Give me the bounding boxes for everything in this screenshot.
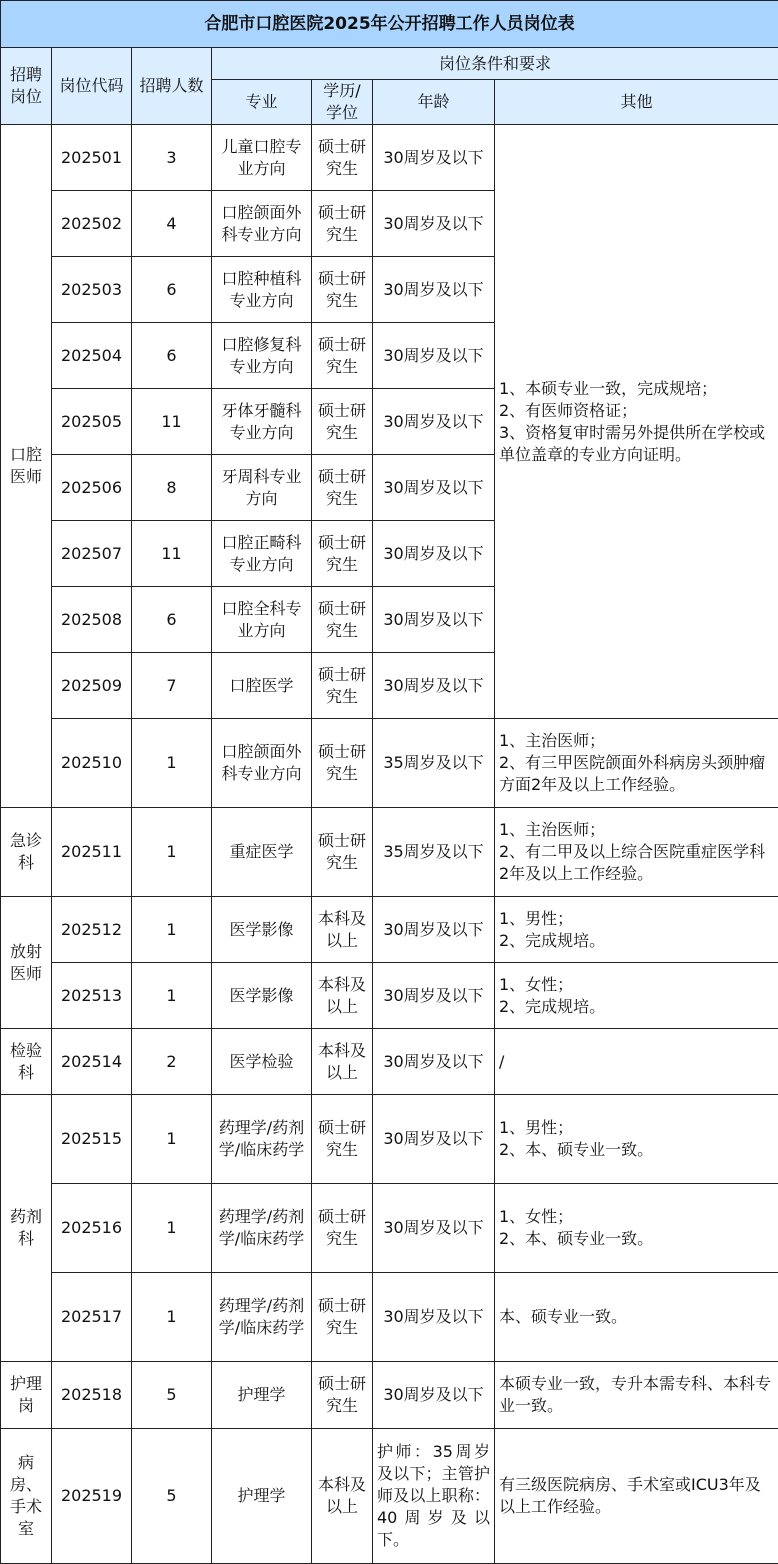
code-cell: 202514 bbox=[52, 1029, 132, 1095]
degree-cell: 硕士研究生 bbox=[312, 587, 373, 653]
degree-cell: 硕士研究生 bbox=[312, 1095, 373, 1184]
major-cell: 儿童口腔专业方向 bbox=[212, 125, 312, 191]
degree-cell: 硕士研究生 bbox=[312, 719, 373, 808]
degree-cell: 硕士研究生 bbox=[312, 1184, 373, 1273]
other-cell: 有三级医院病房、手术室或ICU3年及以上工作经验。 bbox=[495, 1429, 778, 1564]
code-cell: 202512 bbox=[52, 897, 132, 963]
header-position: 招聘岗位 bbox=[1, 48, 52, 125]
degree-cell: 本科及以上 bbox=[312, 1029, 373, 1095]
age-cell: 30周岁及以下 bbox=[373, 1184, 495, 1273]
major-cell: 口腔颌面外科专业方向 bbox=[212, 191, 312, 257]
count-cell: 6 bbox=[132, 587, 212, 653]
code-cell: 202510 bbox=[52, 719, 132, 808]
count-cell: 11 bbox=[132, 521, 212, 587]
count-cell: 6 bbox=[132, 323, 212, 389]
table-row bbox=[1, 963, 778, 1029]
table-row bbox=[1, 897, 778, 963]
code-cell: 202506 bbox=[52, 455, 132, 521]
age-cell: 30周岁及以下 bbox=[373, 521, 495, 587]
title-row bbox=[1, 1, 778, 48]
header-degree: 学历/学位 bbox=[312, 80, 373, 125]
other-cell: 1、主治医师； 2、有三甲医院颌面外科病房头颈肿瘤方面2年及以上工作经验。 bbox=[495, 719, 778, 808]
age-cell: 30周岁及以下 bbox=[373, 323, 495, 389]
other-cell: 本、硕专业一致。 bbox=[495, 1273, 778, 1362]
degree-cell: 硕士研究生 bbox=[312, 808, 373, 897]
other-cell: 1、男性； 2、完成规培。 bbox=[495, 897, 778, 963]
degree-cell: 硕士研究生 bbox=[312, 257, 373, 323]
major-cell: 药理学/药剂学/临床药学 bbox=[212, 1095, 312, 1184]
major-cell: 重症医学 bbox=[212, 808, 312, 897]
table-row bbox=[1, 1029, 778, 1095]
other-cell: 1、女性； 2、完成规培。 bbox=[495, 963, 778, 1029]
degree-cell: 硕士研究生 bbox=[312, 1362, 373, 1429]
count-cell: 3 bbox=[132, 125, 212, 191]
other-cell: 1、男性； 2、本、硕专业一致。 bbox=[495, 1095, 778, 1184]
position-cell: 急诊科 bbox=[1, 808, 52, 897]
major-cell: 口腔种植科专业方向 bbox=[212, 257, 312, 323]
count-cell: 5 bbox=[132, 1362, 212, 1429]
code-cell: 202502 bbox=[52, 191, 132, 257]
header-row-1 bbox=[1, 48, 778, 80]
degree-cell: 硕士研究生 bbox=[312, 125, 373, 191]
position-cell: 口腔医师 bbox=[1, 125, 52, 808]
count-cell: 1 bbox=[132, 1184, 212, 1273]
other-cell: 1、本硕专业一致，完成规培； 2、有医师资格证； 3、资格复审时需另外提供所在学校或单位盖章的专业方向证明。 bbox=[495, 125, 778, 719]
position-cell: 放射医师 bbox=[1, 897, 52, 1029]
major-cell: 牙周科专业方向 bbox=[212, 455, 312, 521]
major-cell: 口腔修复科专业方向 bbox=[212, 323, 312, 389]
major-cell: 牙体牙髓科专业方向 bbox=[212, 389, 312, 455]
header-major: 专业 bbox=[212, 80, 312, 125]
major-cell: 口腔医学 bbox=[212, 653, 312, 719]
age-cell: 30周岁及以下 bbox=[373, 455, 495, 521]
major-cell: 护理学 bbox=[212, 1429, 312, 1564]
code-cell: 202519 bbox=[52, 1429, 132, 1564]
count-cell: 1 bbox=[132, 808, 212, 897]
count-cell: 11 bbox=[132, 389, 212, 455]
count-cell: 1 bbox=[132, 719, 212, 808]
code-cell: 202503 bbox=[52, 257, 132, 323]
code-cell: 202507 bbox=[52, 521, 132, 587]
code-cell: 202509 bbox=[52, 653, 132, 719]
table-row bbox=[1, 1362, 778, 1429]
age-cell: 35周岁及以下 bbox=[373, 808, 495, 897]
count-cell: 1 bbox=[132, 1095, 212, 1184]
code-cell: 202508 bbox=[52, 587, 132, 653]
major-cell: 口腔全科专业方向 bbox=[212, 587, 312, 653]
code-cell: 202504 bbox=[52, 323, 132, 389]
code-cell: 202516 bbox=[52, 1184, 132, 1273]
code-cell: 202518 bbox=[52, 1362, 132, 1429]
major-cell: 口腔正畸科专业方向 bbox=[212, 521, 312, 587]
table-row bbox=[1, 1429, 778, 1564]
major-cell: 药理学/药剂学/临床药学 bbox=[212, 1184, 312, 1273]
position-cell: 检验科 bbox=[1, 1029, 52, 1095]
major-cell: 医学影像 bbox=[212, 897, 312, 963]
count-cell: 4 bbox=[132, 191, 212, 257]
age-cell: 30周岁及以下 bbox=[373, 1273, 495, 1362]
table-row bbox=[1, 125, 778, 191]
count-cell: 7 bbox=[132, 653, 212, 719]
degree-cell: 硕士研究生 bbox=[312, 521, 373, 587]
count-cell: 1 bbox=[132, 1273, 212, 1362]
age-cell: 30周岁及以下 bbox=[373, 653, 495, 719]
other-cell: 本硕专业一致，专升本需专科、本科专业一致。 bbox=[495, 1362, 778, 1429]
degree-cell: 本科及以上 bbox=[312, 963, 373, 1029]
age-cell: 30周岁及以下 bbox=[373, 191, 495, 257]
code-cell: 202513 bbox=[52, 963, 132, 1029]
degree-cell: 硕士研究生 bbox=[312, 653, 373, 719]
position-cell: 护理岗 bbox=[1, 1362, 52, 1429]
major-cell: 护理学 bbox=[212, 1362, 312, 1429]
header-requirements: 岗位条件和要求 bbox=[212, 48, 778, 80]
age-cell: 30周岁及以下 bbox=[373, 125, 495, 191]
age-cell: 30周岁及以下 bbox=[373, 257, 495, 323]
table-row bbox=[1, 1095, 778, 1184]
major-cell: 医学影像 bbox=[212, 963, 312, 1029]
degree-cell: 硕士研究生 bbox=[312, 323, 373, 389]
header-other: 其他 bbox=[495, 80, 778, 125]
count-cell: 2 bbox=[132, 1029, 212, 1095]
degree-cell: 硕士研究生 bbox=[312, 455, 373, 521]
code-cell: 202505 bbox=[52, 389, 132, 455]
degree-cell: 本科及以上 bbox=[312, 1429, 373, 1564]
count-cell: 8 bbox=[132, 455, 212, 521]
major-cell: 口腔颌面外科专业方向 bbox=[212, 719, 312, 808]
degree-cell: 硕士研究生 bbox=[312, 1273, 373, 1362]
table-title: 合肥市口腔医院2025年公开招聘工作人员岗位表 bbox=[1, 1, 778, 48]
header-age: 年龄 bbox=[373, 80, 495, 125]
table-row bbox=[1, 1184, 778, 1273]
degree-cell: 硕士研究生 bbox=[312, 389, 373, 455]
header-count: 招聘人数 bbox=[132, 48, 212, 125]
age-cell: 30周岁及以下 bbox=[373, 963, 495, 1029]
table-row bbox=[1, 719, 778, 808]
major-cell: 医学检验 bbox=[212, 1029, 312, 1095]
other-cell: 1、主治医师； 2、有二甲及以上综合医院重症医学科2年及以上工作经验。 bbox=[495, 808, 778, 897]
age-cell: 30周岁及以下 bbox=[373, 587, 495, 653]
other-cell: 1、女性； 2、本、硕专业一致。 bbox=[495, 1184, 778, 1273]
age-cell: 30周岁及以下 bbox=[373, 1095, 495, 1184]
position-cell: 药剂科 bbox=[1, 1095, 52, 1362]
position-cell: 病房、手术室 bbox=[1, 1429, 52, 1564]
count-cell: 5 bbox=[132, 1429, 212, 1564]
age-cell: 30周岁及以下 bbox=[373, 389, 495, 455]
code-cell: 202515 bbox=[52, 1095, 132, 1184]
code-cell: 202511 bbox=[52, 808, 132, 897]
count-cell: 6 bbox=[132, 257, 212, 323]
header-code: 岗位代码 bbox=[52, 48, 132, 125]
age-cell: 30周岁及以下 bbox=[373, 1362, 495, 1429]
table-row bbox=[1, 808, 778, 897]
major-cell: 药理学/药剂学/临床药学 bbox=[212, 1273, 312, 1362]
degree-cell: 本科及以上 bbox=[312, 897, 373, 963]
table-row bbox=[1, 1273, 778, 1362]
other-cell: / bbox=[495, 1029, 778, 1095]
age-cell: 护师：35周岁及以下；主管护师及以上职称：40周岁及以下。 bbox=[373, 1429, 495, 1564]
age-cell: 35周岁及以下 bbox=[373, 719, 495, 808]
count-cell: 1 bbox=[132, 963, 212, 1029]
age-cell: 30周岁及以下 bbox=[373, 897, 495, 963]
count-cell: 1 bbox=[132, 897, 212, 963]
code-cell: 202501 bbox=[52, 125, 132, 191]
code-cell: 202517 bbox=[52, 1273, 132, 1362]
age-cell: 30周岁及以下 bbox=[373, 1029, 495, 1095]
degree-cell: 硕士研究生 bbox=[312, 191, 373, 257]
